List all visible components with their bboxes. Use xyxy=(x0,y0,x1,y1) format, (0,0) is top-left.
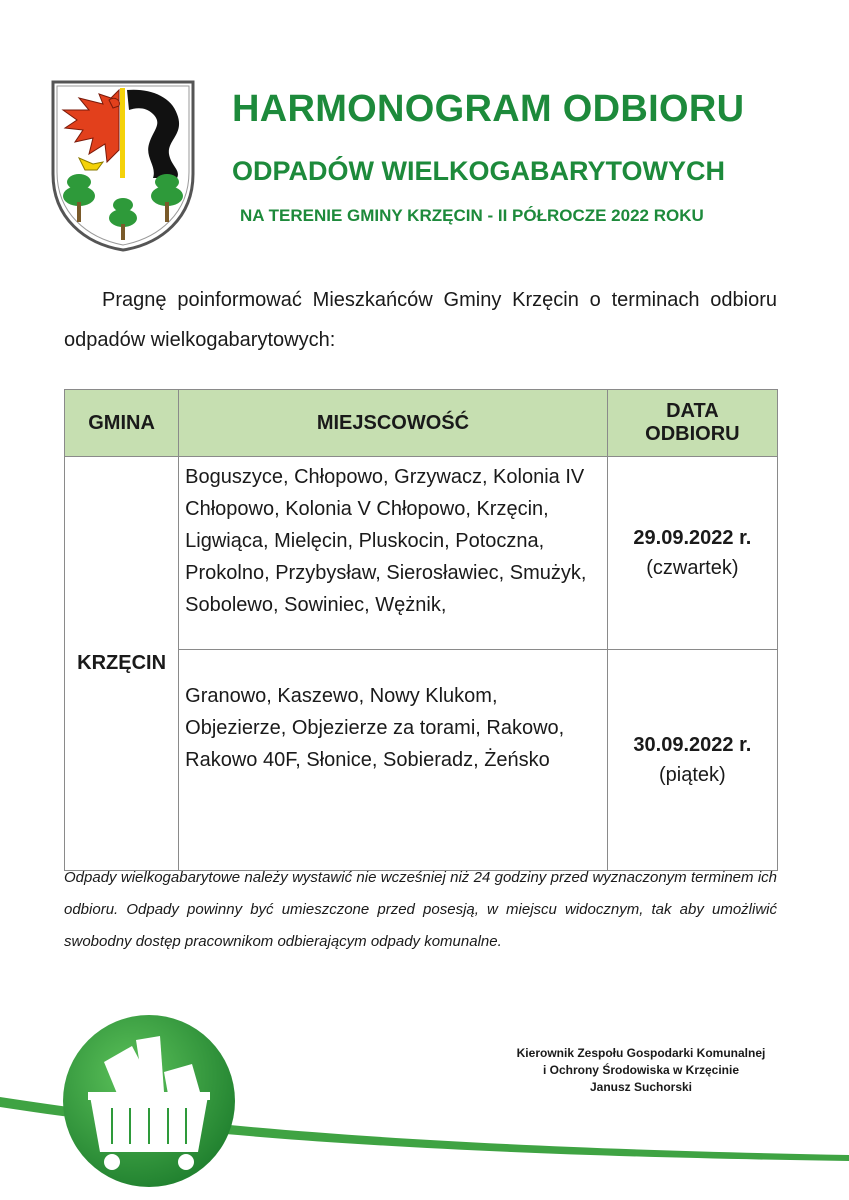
date-cell xyxy=(607,457,777,650)
title-line-2: ODPADÓW WIELKOGABARYTOWYCH xyxy=(232,156,725,186)
date-day: (piątek) xyxy=(659,764,726,786)
header-miejscowosc: MIEJSCOWOŚĆ xyxy=(179,390,608,457)
date-value: 29.09.2022 r. xyxy=(633,527,752,549)
places-cell: Granowo, Kaszewo, Nowy Klukom, Objezierze, Objezierze za torami, Rakowo, Rakowo 40F, Słonice, Sobieradz, Żeńsko xyxy=(179,650,608,871)
table-row xyxy=(65,457,778,650)
note-paragraph: Odpady wielkogabarytowe należy wystawić nie wcześniej niż 24 godziny przed wyznaczonym terminem ich odbioru. Odpady powinny być umieszczone przed posesją, w miejscu widocznym, tak aby umożliwić swobodny dostęp pracownikom odbierającym odpady komunalne. xyxy=(64,869,777,950)
title-line-3: NA TERENIE GMINY KRZĘCIN - II PÓŁROCZE 2022 ROKU xyxy=(240,206,704,225)
header-data-line1: DATA xyxy=(666,400,719,422)
date-cell xyxy=(607,650,777,871)
date-value: 30.09.2022 r. xyxy=(633,734,752,756)
schedule-table xyxy=(64,389,778,871)
title-line-1: HARMONOGRAM ODBIORU xyxy=(232,88,745,130)
intro-paragraph: Pragnę poinformować Mieszkańców Gminy Krzęcin o terminach odbioru odpadów wielkogabarytowych: xyxy=(64,289,777,351)
signature-line-2: i Ochrony Środowiska w Krzęcinie xyxy=(542,1063,740,1077)
places-cell: Boguszyce, Chłopowo, Grzywacz, Kolonia IV Chłopowo, Kolonia V Chłopowo, Krzęcin, Ligwiąca, Mielęcin, Pluskocin, Potoczna, Prokolno, Przybysław, Sierosławiec, Smużyk, Sobolewo, Sowiniec, Wężnik, xyxy=(179,457,608,650)
header-gmina: GMINA xyxy=(65,390,179,457)
header-data-odbioru xyxy=(607,390,777,457)
header-data-line2: ODBIORU xyxy=(645,423,740,445)
date-day: (czwartek) xyxy=(646,557,739,579)
signature-block xyxy=(496,1045,786,1096)
table-header-row xyxy=(65,390,778,457)
coat-of-arms-icon xyxy=(49,78,197,252)
signature-line-1: Kierownik Zespołu Gospodarki Komunalnej xyxy=(516,1046,766,1060)
signature-line-3: Janusz Suchorski xyxy=(589,1080,693,1094)
gmina-cell: KRZĘCIN xyxy=(65,457,179,871)
waste-container-icon xyxy=(60,1012,238,1190)
